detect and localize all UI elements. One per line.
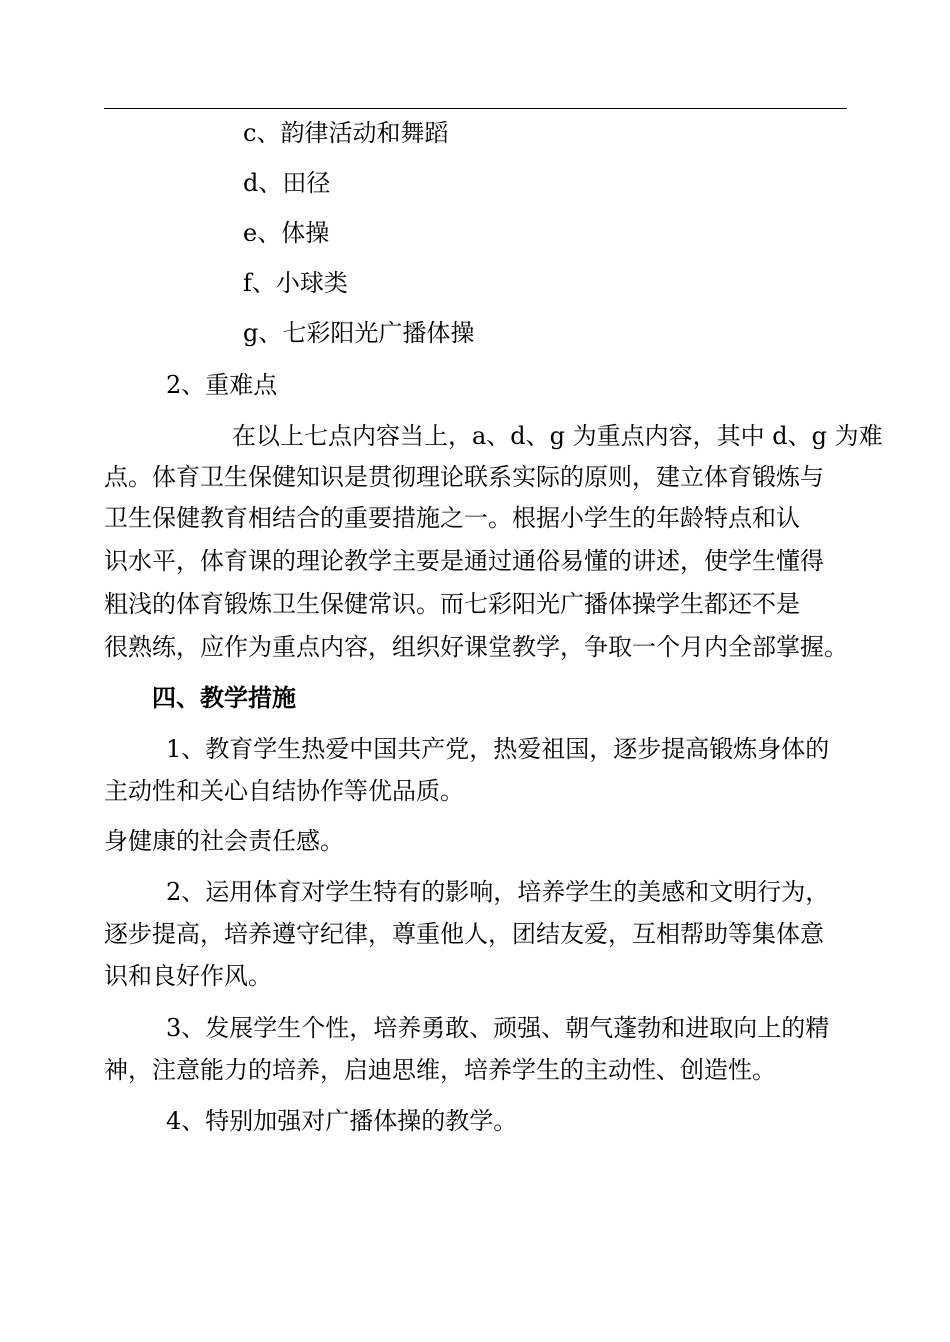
key-points-line-5: 粗浅的体育锻炼卫生保健常识。而七彩阳光广播体操学生都还不是 <box>104 590 800 618</box>
measure-2-line-2: 逐步提高，培养遵守纪律，尊重他人，团结友爱，互相帮助等集体意 <box>104 920 824 948</box>
list-item-g: g、七彩阳光广播体操 <box>243 319 475 347</box>
measure-1-line-2: 主动性和关心自结协作等优品质。 <box>104 777 464 805</box>
measure-1-line-1: 1、教育学生热爱中国共产党，热爱祖国，逐步提高锻炼身体的 <box>166 735 830 763</box>
key-points-line-1: 在以上七点内容当上，a、d、g 为重点内容，其中 d、g 为难 <box>232 422 883 450</box>
key-points-line-4: 识水平，体育课的理论教学主要是通过通俗易懂的讲述，使学生懂得 <box>104 547 824 575</box>
key-points-line-6: 很熟练，应作为重点内容，组织好课堂教学，争取一个月内全部掌握。 <box>104 633 848 661</box>
measure-2-line-1: 2、运用体育对学生特有的影响，培养学生的美感和文明行为， <box>166 878 830 906</box>
section-4-title: 四、教学措施 <box>152 683 296 712</box>
list-item-e: e、体操 <box>243 219 330 247</box>
key-points-line-3: 卫生保健教育相结合的重要措施之一。根据小学生的年龄特点和认 <box>104 504 800 532</box>
measure-4: 4、特别加强对广播体操的教学。 <box>166 1107 518 1135</box>
key-points-line-2: 点。体育卫生保健知识是贯彻理论联系实际的原则，建立体育锻炼与 <box>104 463 824 491</box>
fragment-line: 身健康的社会责任感。 <box>104 827 344 855</box>
measure-2-line-3: 识和良好作风。 <box>104 962 272 990</box>
header-rule <box>104 108 847 109</box>
measure-3-line-1: 3、发展学生个性，培养勇敢、顽强、朝气蓬勃和进取向上的精 <box>166 1014 830 1042</box>
measure-3-line-2: 神，注意能力的培养，启迪思维，培养学生的主动性、创造性。 <box>104 1056 776 1084</box>
subsection-2-title: 2、重难点 <box>166 371 278 399</box>
list-item-c: c、韵律活动和舞蹈 <box>243 119 449 147</box>
list-item-f: f、小球类 <box>243 269 348 297</box>
list-item-d: d、田径 <box>243 169 331 197</box>
